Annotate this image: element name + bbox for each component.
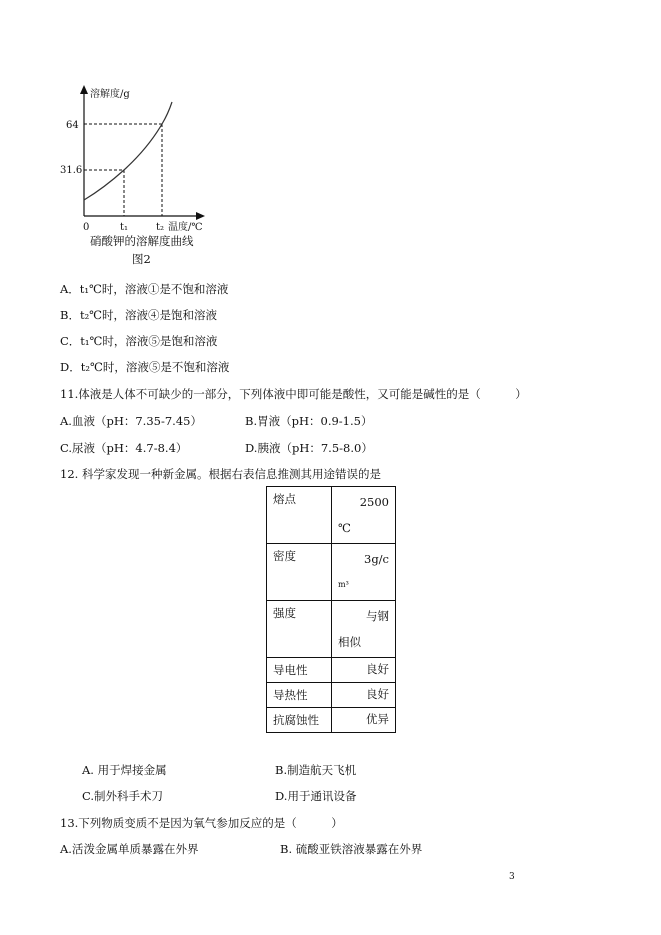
table-row bbox=[267, 658, 396, 683]
table-row bbox=[267, 487, 396, 544]
property-value: 优异 bbox=[332, 708, 396, 733]
table-row bbox=[267, 683, 396, 708]
y-tick-64: 64 bbox=[66, 120, 79, 131]
y-axis-label: 溶解度/g bbox=[90, 89, 130, 100]
table-row bbox=[267, 544, 396, 601]
x-axis-label: 温度/℃ bbox=[168, 222, 203, 233]
property-value-line1: 3g/c bbox=[364, 552, 389, 566]
x-tick-t2: t₂ bbox=[156, 222, 165, 233]
x-tick-0: 0 bbox=[83, 222, 90, 233]
q10-option-c: C．t₁℃时，溶液⑤是饱和溶液 bbox=[60, 334, 218, 348]
q12-stem: 12. 科学家发现一种新金属。根据右表信息推测其用途错误的是 bbox=[60, 467, 381, 481]
property-value bbox=[332, 544, 396, 601]
page-number: 3 bbox=[509, 872, 515, 882]
q11-stem: 11.体液是人体不可缺少的一部分，下列体液中即可能是酸性，又可能是碱性的是（ ） bbox=[60, 387, 527, 401]
table-row bbox=[267, 601, 396, 658]
x-tick-t1: t₁ bbox=[120, 222, 129, 233]
property-name: 强度 bbox=[267, 601, 332, 658]
q12-option-c: C.制外科手术刀 bbox=[82, 789, 164, 803]
q11-option-b: B.胃液（pH：0.9-1.5） bbox=[245, 414, 373, 428]
q13-option-a: A.活泼金属单质暴露在外界 bbox=[60, 842, 199, 856]
property-value-line1: 2500 bbox=[359, 495, 389, 509]
q10-option-b: B．t₂℃时，溶液④是饱和溶液 bbox=[60, 308, 218, 322]
property-value-line2: 相似 bbox=[338, 635, 361, 649]
q13-option-b: B. 硫酸亚铁溶液暴露在外界 bbox=[280, 842, 423, 856]
property-value: 良好 bbox=[332, 658, 396, 683]
q10-option-d: D．t₂℃时，溶液⑤是不饱和溶液 bbox=[60, 360, 230, 374]
y-tick-31.6: 31.6 bbox=[60, 165, 83, 176]
metal-properties-table bbox=[266, 486, 396, 733]
q12-option-d: D.用于通讯设备 bbox=[275, 789, 357, 803]
property-value: 良好 bbox=[332, 683, 396, 708]
property-name: 抗腐蚀性 bbox=[267, 708, 332, 733]
figure-label: 图2 bbox=[132, 252, 151, 266]
property-value bbox=[332, 487, 396, 544]
q11-option-d: D.胰液（pH：7.5-8.0） bbox=[245, 441, 373, 455]
q11-option-a: A.血液（pH：7.35-7.45） bbox=[60, 414, 202, 428]
solubility-curve bbox=[84, 102, 172, 200]
property-value-line2: ℃ bbox=[338, 521, 351, 535]
property-value-line2: m³ bbox=[338, 580, 349, 589]
y-axis-arrow bbox=[80, 85, 88, 94]
q12-option-a: A. 用于焊接金属 bbox=[82, 763, 167, 777]
q11-option-c: C.尿液（pH：4.7-8.4） bbox=[60, 441, 188, 455]
property-name: 导电性 bbox=[267, 658, 332, 683]
graph-caption: 硝酸钾的溶解度曲线 bbox=[90, 234, 194, 248]
property-name: 导热性 bbox=[267, 683, 332, 708]
property-value bbox=[332, 601, 396, 658]
property-name: 密度 bbox=[267, 544, 332, 601]
q12-option-b: B.制造航天飞机 bbox=[275, 763, 357, 777]
q13-stem: 13.下列物质变质不是因为氧气参加反应的是（ ） bbox=[60, 816, 343, 830]
x-axis-arrow bbox=[196, 212, 205, 220]
table-row bbox=[267, 708, 396, 733]
property-name: 熔点 bbox=[267, 487, 332, 544]
property-value-line1: 与钢 bbox=[366, 609, 389, 623]
q10-option-a: A．t₁℃时，溶液①是不饱和溶液 bbox=[60, 282, 229, 296]
